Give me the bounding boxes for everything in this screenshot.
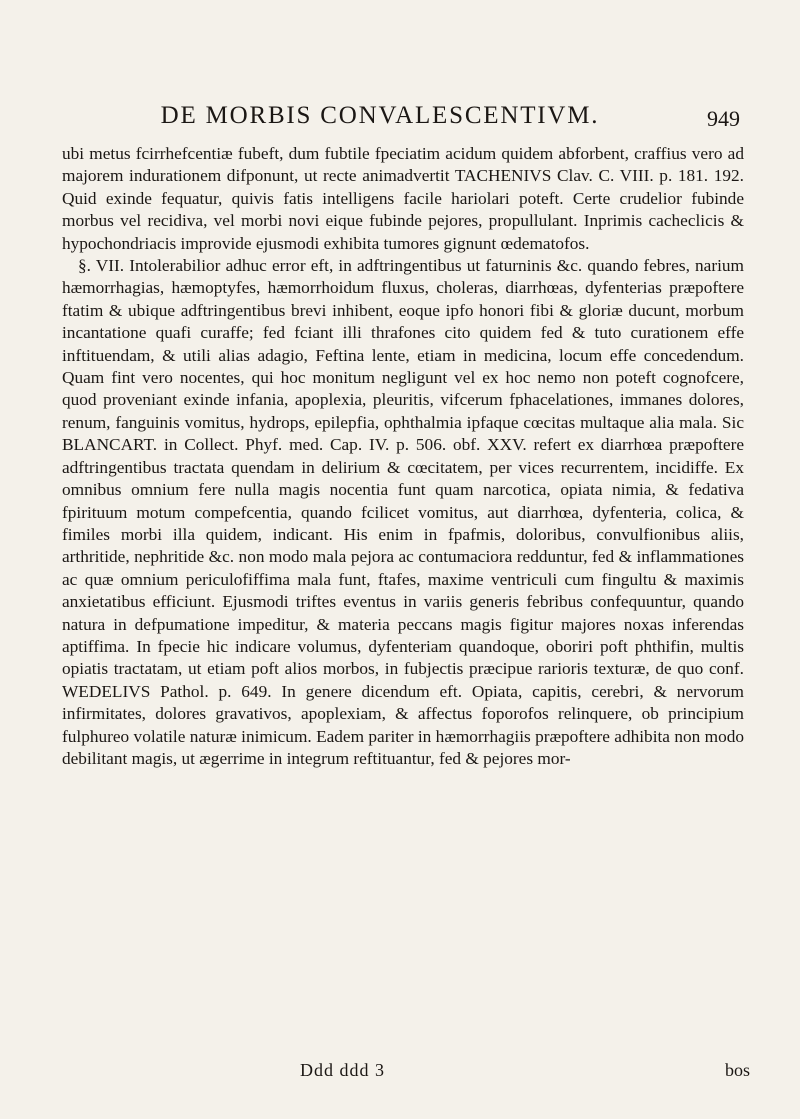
- page-footer: [60, 1060, 750, 1086]
- page-header: [60, 100, 760, 140]
- paragraph: ubi metus fcirrhefcentiæ fubeft, dum fubtile fpeciatim acidum quidem abforbent, craffius vero ad majorem indurationem difponunt, ut recte animadvertit TACHENIVS Clav. C. VIII. p. 181. 192. Quid exinde fequatur, quivis fatis intelligens facile hariolari poteft. Certe crudelior fubinde morbus vel recidiva, vel morbi novi eique fubinde pejores, propullulant. Inprimis cacheclicis & hypochondriacis improvide ejusmodi exhibita tumores gignunt œdematofos.: [62, 144, 744, 253]
- signature-mark: Ddd ddd 3: [300, 1060, 385, 1080]
- catchword: bos: [724, 1060, 750, 1080]
- body-text: [62, 143, 744, 770]
- paragraph: §. VII. Intolerabilior adhuc error eft, in adftringentibus ut faturninis &c. quando febres, narium hæmorrhagias, hæmoptyfes, hæmorrhoidum fluxus, choleras, diarrhœas, dyfenterias præpoftere ftatim & ubique adftringentibus brevi inhibent, eoque ipfo honori fibi & gloriæ ducunt, morbum incantatione quafi curaffe; fed fciant illi thrafones cito quidem fed & tuto curationem effe inftituendam, & utili alias adagio, Feftina lente, etiam in medicina, locum effe concedendum. Quam fint vero nocentes, qui hoc monitum negligunt vel ex hoc nemo non poteft cognofcere, quod proveniant exinde infania, apoplexia, pleuritis, vifcerum fphacelationes, immanes dolores, renum, fanguinis vomitus, hydrops, epilepfia, ophthalmia ipfaque cœcitas multaque alia mala. Sic BLANCART. in Collect. Phyf. med. Cap. IV. p. 506. obf. XXV. refert ex diarrhœa præpoftere adftringentibus tractata quendam in delirium & cœcitatem, per vices recurrentem, incidiffe. Ex omnibus omnium fere nulla magis nocentia funt quam narcotica, opiata nimia, & fedativa fpirituum motum compefcentia, quando fcilicet vomitus, aut diarrhœa, dyfenteria, colica, & fimiles morbi illa quidem, indicant. His enim in fpafmis, doloribus, convulfionibus aliis, arthritide, nephritide &c. non modo mala pejora ac contumaciora redduntur, fed & inflammationes ac quæ omnium periculofiffima mala funt, ftafes, maxime ventriculi cum fingultu & maximis anxietatibus efficiunt. Ejusmodi triftes eventus in variis generis febribus confequuntur, quando natura in defpumatione impeditur, & materia peccans magis figitur majores noxas inferendas aptiffima. In fpecie hic indicare volumus, dyfenteriam quandoque, oboriri poft phthifin, multis opiatis tractatam, ut etiam poft alios morbos, in fubjectis præcipue rarioris texturæ, de quo conf. WEDELIVS Pathol. p. 649. In genere dicendum eft. Opiata, capitis, cerebri, & nervorum infirmitates, dolores gravativos, apoplexiam, & affectus foporofos relinquere, ob principium fulphureo volatile naturæ inimicum. Eadem pariter in hæmorrhagiis præpoftere adhibita non modo debilitant magis, ut ægerrime in integrum reftituantur, fed & pejores mor-: [62, 256, 744, 768]
- page-number: 949: [707, 106, 740, 131]
- running-title: DE MORBIS CONVALESCENTIVM.: [160, 102, 600, 129]
